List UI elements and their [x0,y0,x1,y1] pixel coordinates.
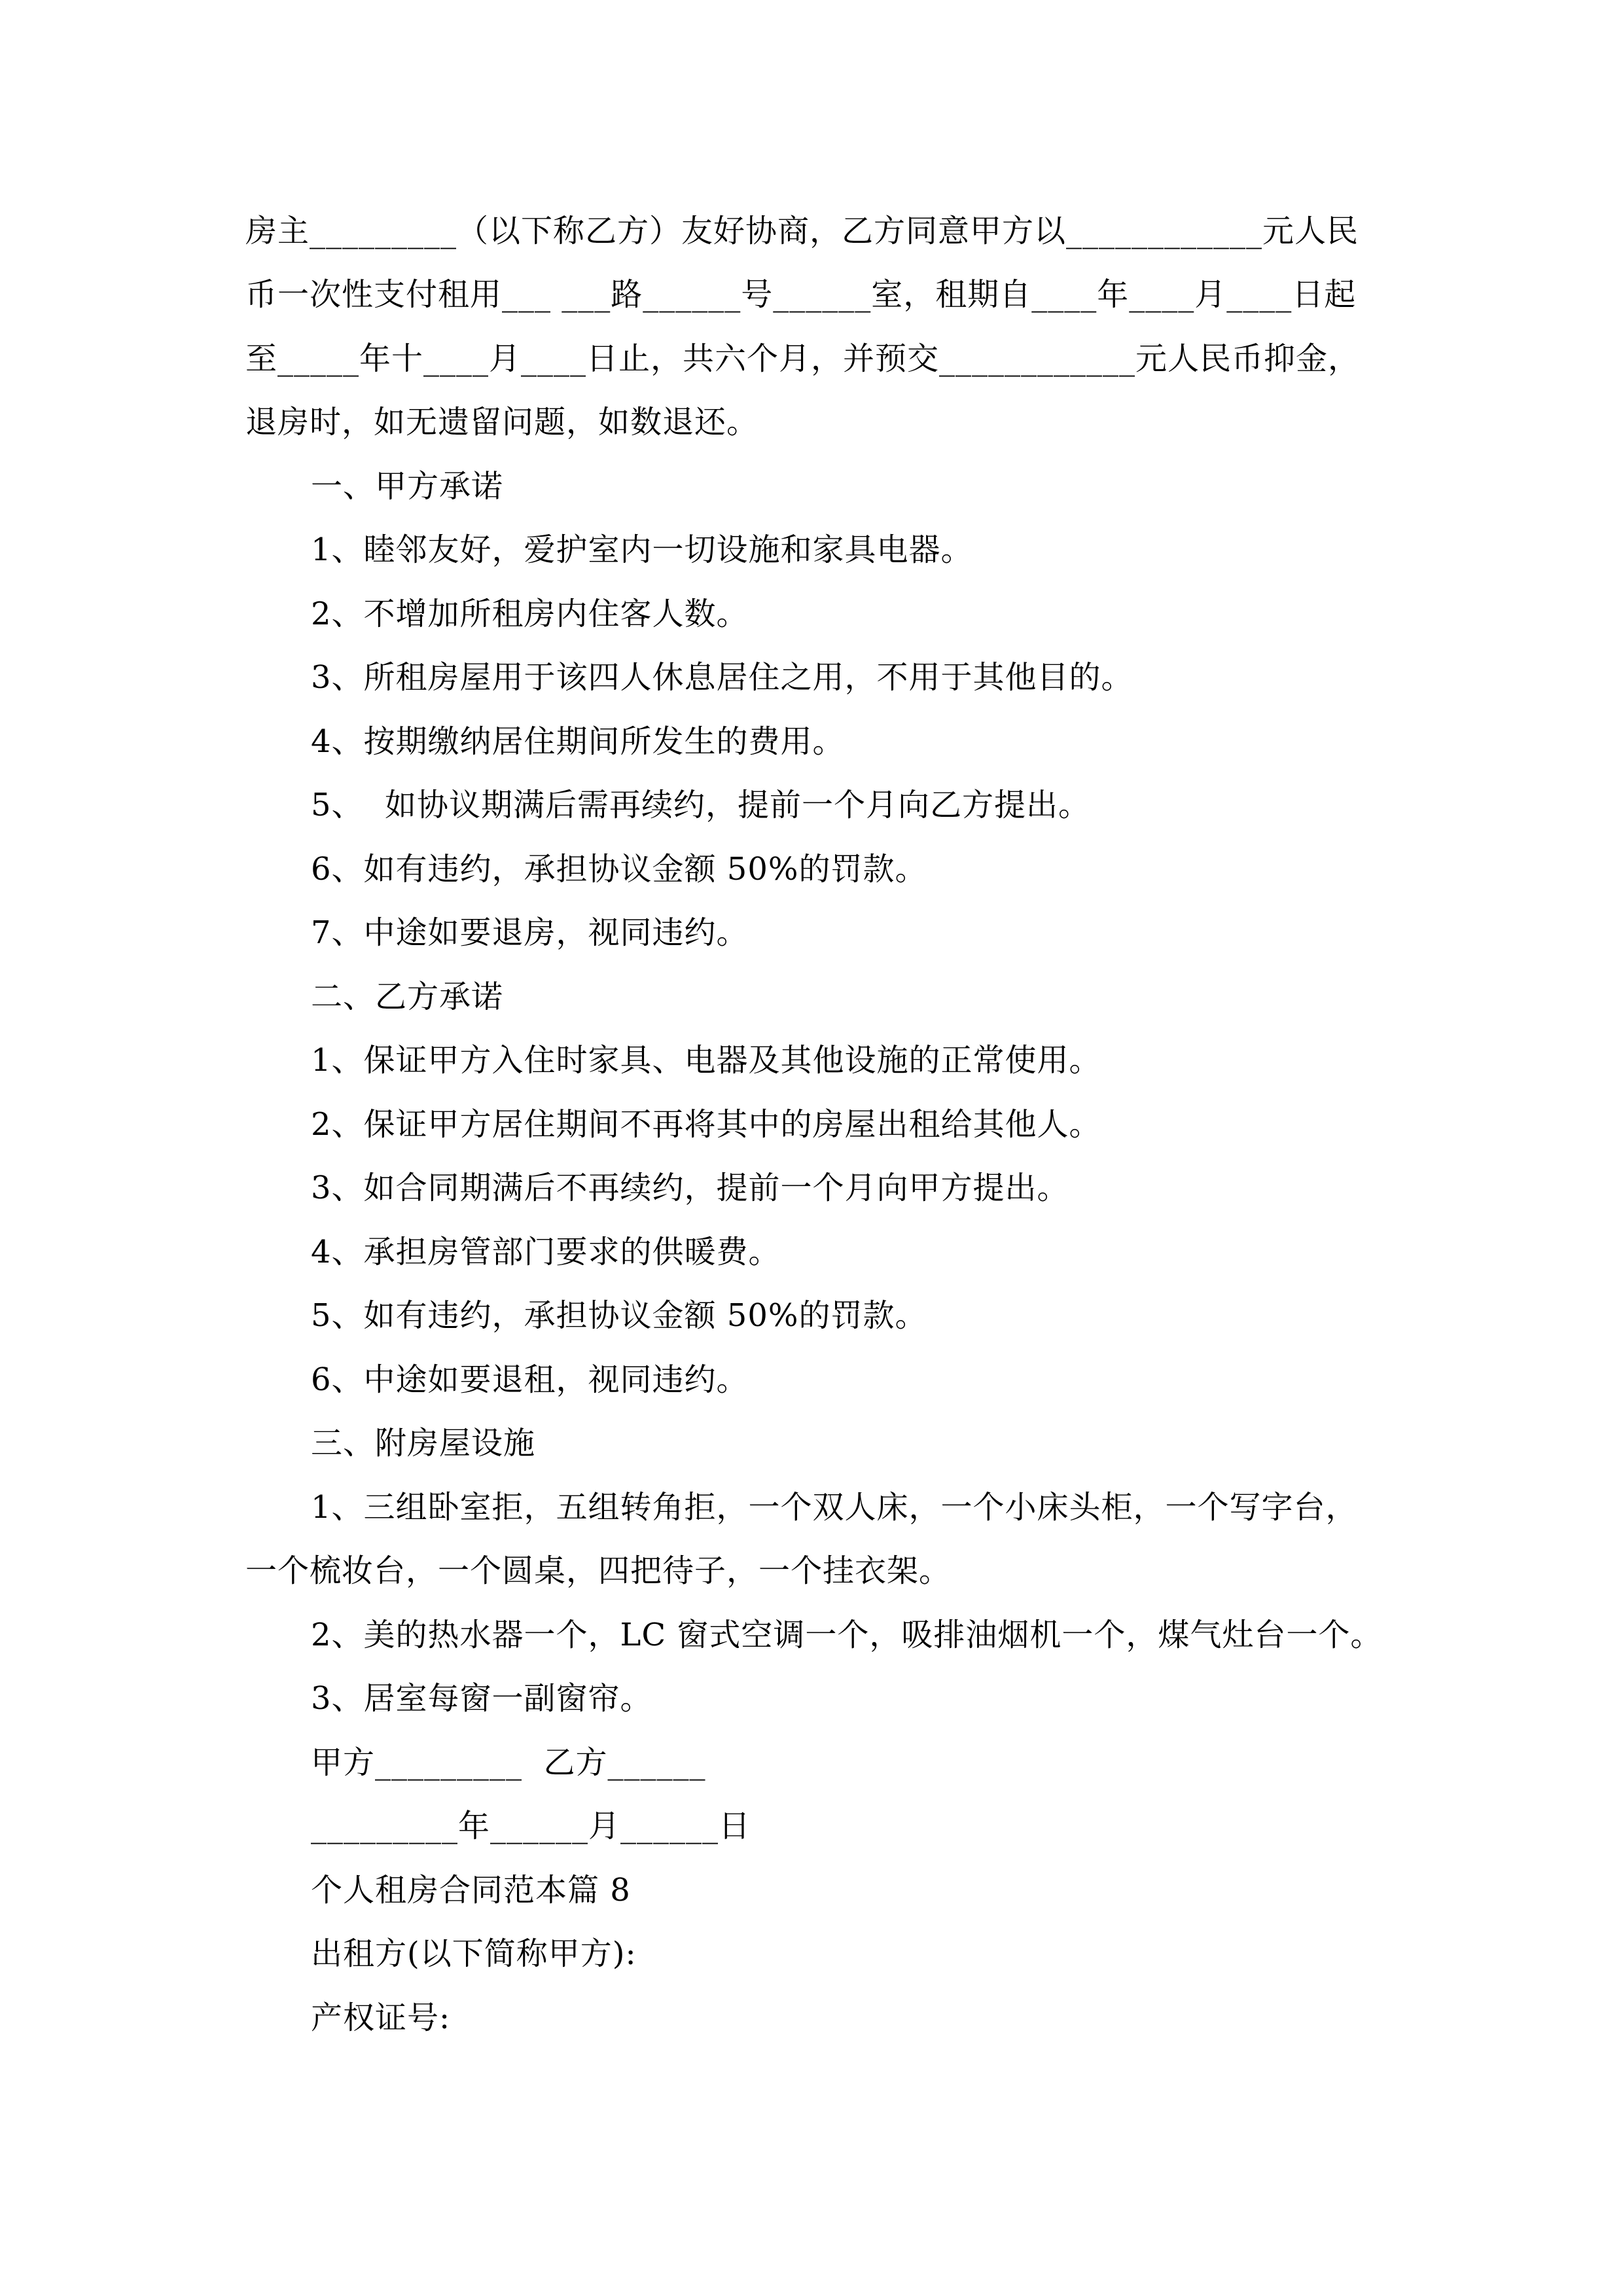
section-heading-party-b: 二、乙方承诺 [311,978,504,1015]
party-a-item-5: 5、 如协议期满后需再续约，提前一个月向乙方提出。 [311,787,1091,823]
section-heading-party-a: 一、甲方承诺 [311,468,504,505]
party-b-item-2: 2、保证甲方居住期间不再将其中的房屋出租给其他人。 [311,1106,1101,1143]
signature-date: _________年______月______日 [311,1808,751,1844]
party-a-item-3: 3、所租房屋用于该四人休息居住之用，不用于其他目的。 [311,659,1133,696]
intro-line-2: 币一次性支付租用___ ___路______号______室，租期自____年____月____日起 [245,276,1357,313]
party-b-item-1: 1、保证甲方入住时家具、电器及其他设施的正常使用。 [311,1042,1101,1079]
party-a-item-2: 2、不增加所租房内住客人数。 [311,596,749,632]
intro-line-1: 房主_________（以下称乙方）友好协商，乙方同意甲方以____________元人民 [245,213,1359,249]
party-a-item-7: 7、中途如要退房，视同违约。 [311,914,749,951]
signature-parties: 甲方_________ 乙方______ [311,1744,706,1781]
facilities-item-1-line-1: 1、三组卧室拒，五组转角拒，一个双人床，一个小床头柜，一个写字台， [311,1489,1358,1526]
party-a-item-4: 4、按期缴纳居住期间所发生的费用。 [311,723,845,760]
lessor-label: 出租方(以下简称甲方): [311,1935,637,1972]
intro-line-4: 退房时，如无遗留问题，如数退还。 [245,404,759,440]
property-cert-label: 产权证号: [311,2000,451,2036]
next-contract-title: 个人租房合同范本篇 8 [311,1872,631,1909]
facilities-item-3: 3、居室每窗一副窗帘。 [311,1680,652,1717]
facilities-item-2: 2、美的热水器一个，LC 窗式空调一个，吸排油烟机一个，煤气灶台一个。 [311,1617,1383,1653]
party-b-item-6: 6、中途如要退租，视同违约。 [311,1361,749,1398]
party-b-item-3: 3、如合同期满后不再续约，提前一个月向甲方提出。 [311,1170,1069,1206]
facilities-item-1-line-2: 一个梳妆台，一个圆桌，四把待子，一个挂衣架。 [245,1552,952,1589]
party-b-item-5: 5、如有违约，承担协议金额 50%的罚款。 [311,1297,927,1334]
party-a-item-6: 6、如有违约，承担协议金额 50%的罚款。 [311,851,927,888]
party-a-item-1: 1、睦邻友好，爱护室内一切设施和家具电器。 [311,531,973,568]
party-b-item-4: 4、承担房管部门要求的供暖费。 [311,1234,781,1270]
intro-line-3: 至_____年十____月____日止，共六个月，并预交____________元人民币抑金， [245,340,1361,377]
section-heading-facilities: 三、附房屋设施 [311,1425,536,1462]
